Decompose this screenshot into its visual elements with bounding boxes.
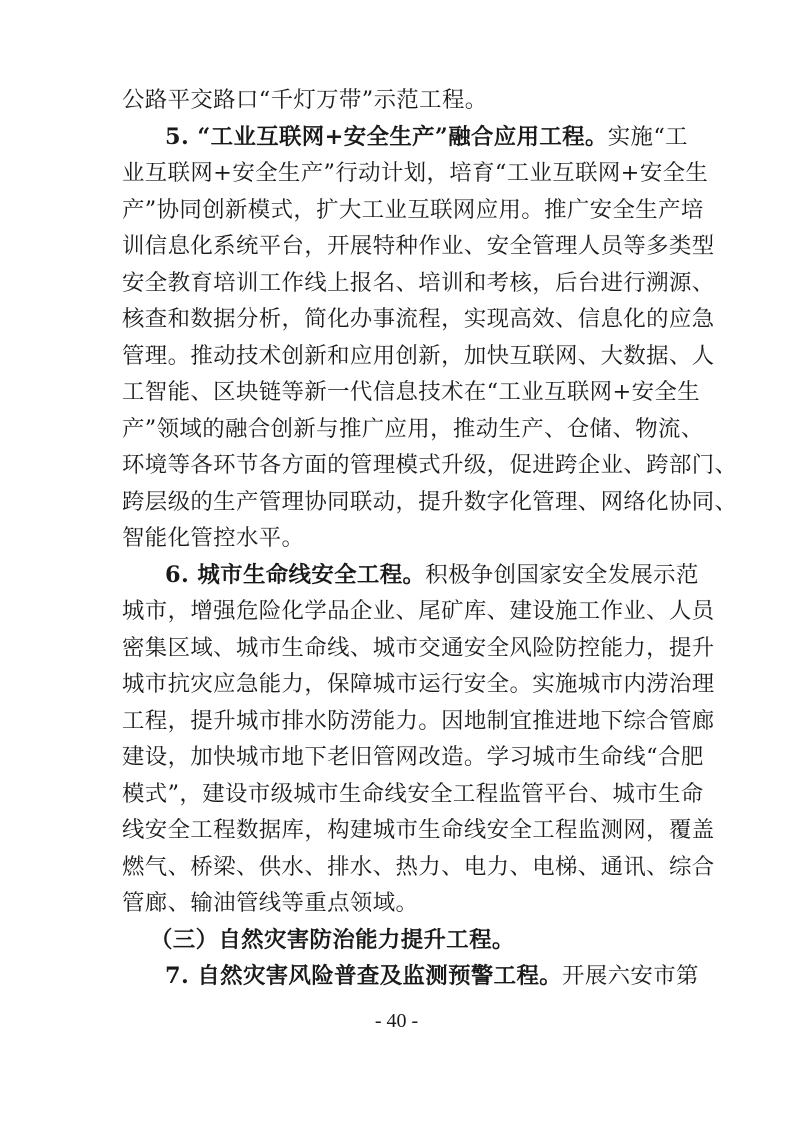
text-line: 城市，增强危险化学品企业、尾矿库、建设施工作业、人员 [122, 598, 715, 624]
text-line: 线安全工程数据库，构建城市生命线安全工程监测网，覆盖 [122, 817, 715, 843]
text-line: 核查和数据分析，简化办事流程，实现高效、信息化的应急 [122, 306, 715, 332]
text-line: 跨层级的生产管理协同联动，提升数字化管理、网络化协同、 [122, 488, 738, 515]
text-line: 密集区域、城市生命线、城市交通安全风险防控能力，提升 [122, 634, 715, 661]
text-line: 产”协同创新模式，扩大工业互联网应用。推广安全生产培 [122, 196, 704, 223]
page-number: - 40 - [374, 1010, 419, 1032]
item-heading: 6. 城市生命线安全工程。 [165, 561, 426, 588]
text-line: 城市抗灾应急能力，保障城市运行安全。实施城市内涝治理 [122, 671, 715, 697]
text-line: 公路平交路口“千灯万带”示范工程。 [122, 87, 488, 113]
text-line: 模式”，建设市级城市生命线安全工程监管平台、城市生命 [122, 780, 704, 807]
item-heading: 7. 自然灾害风险普查及监测预警工程。 [165, 963, 563, 989]
text-line: 安全教育培训工作线上报名、培训和考核，后台进行溯源、 [122, 269, 715, 296]
text-line: 工程，提升城市排水防涝能力。因地制宜推进地下综合管廊 [122, 707, 715, 734]
text-line: 训信息化系统平台，开展特种作业、安全管理人员等多类型 [122, 233, 715, 259]
section-heading-line: 7. 自然灾害风险普查及监测预警工程。开展六安市第 [165, 963, 699, 989]
section-heading-line: 6. 城市生命线安全工程。积极争创国家安全发展示范 [165, 561, 699, 588]
text-line: 工智能、区块链等新一代信息技术在“工业互联网+安全生 [122, 379, 700, 405]
text-line: 管理。推动技术创新和应用创新，加快互联网、大数据、人 [122, 342, 715, 369]
text-line: 建设，加快城市地下老旧管网改造。学习城市生命线“合肥 [122, 744, 704, 770]
subsection-heading-line [150, 921, 682, 959]
item-heading: 5. “工业互联网+安全生产”融合应用工程。 [165, 123, 608, 150]
text-line: 环境等各环节各方面的管理模式升级，促进跨企业、跨部门、 [122, 452, 738, 478]
text-line: 燃气、桥梁、供水、排水、热力、电力、电梯、通讯、综合 [122, 853, 715, 880]
text-line: 产”领域的融合创新与推广应用，推动生产、仓储、物流、 [122, 415, 704, 442]
text-line: 智能化管控水平。 [122, 525, 305, 551]
subsection-heading: （三）自然灾害防治能力提升工程。 [150, 926, 515, 953]
text-line: 业互联网+安全生产”行动计划，培育“工业互联网+安全生 [122, 160, 709, 186]
text-line: 管廊、输油管线等重点领域。 [122, 890, 419, 916]
section-heading-line: 5. “工业互联网+安全生产”融合应用工程。实施“工 [165, 123, 688, 150]
